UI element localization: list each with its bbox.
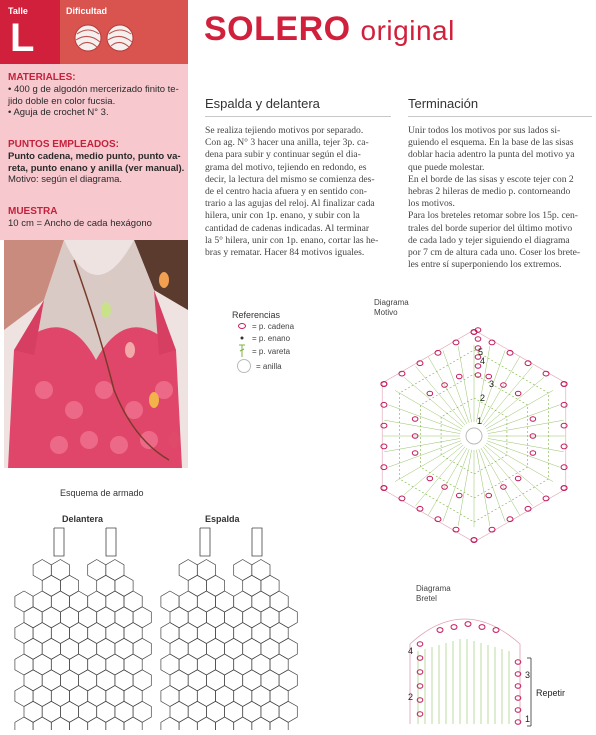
- hexagon-motif: [88, 591, 106, 612]
- hexagon-motif: [234, 686, 252, 707]
- strap-outline: [106, 528, 116, 556]
- chain-stitch: [561, 423, 567, 428]
- row-number: 2: [480, 393, 486, 403]
- referencias-title: Referencias: [232, 310, 281, 320]
- hexagon-motif: [124, 686, 142, 707]
- chain-stitch: [493, 628, 499, 633]
- text-line: trales del borde superior del último motivo: [408, 222, 573, 234]
- row-number: 3: [489, 379, 495, 389]
- hexagon-motif: [234, 591, 252, 612]
- hexagon-motif: [115, 575, 133, 596]
- hexagon-motif: [15, 623, 33, 644]
- row-number: 5: [478, 347, 484, 357]
- hexagon-motif: [51, 717, 69, 730]
- chain-stitch: [427, 391, 433, 395]
- hexagon-motif: [225, 670, 243, 691]
- hexagon-motif: [179, 686, 197, 707]
- divider: [205, 116, 391, 117]
- hexagon-grid: [15, 528, 151, 730]
- hexagon-motif: [70, 717, 88, 730]
- strap-stitch-lines: [410, 619, 520, 724]
- hexagon-motif: [51, 591, 69, 612]
- text-line: doblar hacia adentro la punta del motivo ya: [408, 149, 575, 161]
- text-line: Para los breteles retomar sobre los 15p. cen-: [408, 210, 578, 222]
- hexagon-motif: [115, 638, 133, 659]
- hexagon-motif: [88, 717, 106, 730]
- hexagon-motif: [188, 701, 206, 722]
- magic-ring-icon: [232, 358, 256, 374]
- hexagon-motif: [234, 623, 252, 644]
- chain-stitch: [530, 417, 536, 421]
- hexagon-motif: [270, 654, 288, 675]
- hexagon-motif: [24, 607, 42, 628]
- hexagon-motif: [60, 701, 78, 722]
- materiales-section: [8, 72, 184, 119]
- hexagon-motif: [188, 575, 206, 596]
- hexagon-motif: [170, 701, 188, 722]
- chain-stitch: [381, 465, 387, 470]
- text-line: hilera, unir con 1p. enano, y subir con la: [205, 210, 360, 222]
- hexagon-motif: [206, 607, 224, 628]
- legend-item: [232, 332, 362, 344]
- text-line: grama del motivo, tejiendo en redondo, es: [205, 161, 367, 173]
- materiales-line: • Aguja de crochet N° 3.: [8, 107, 109, 118]
- hexagon-motif: [42, 701, 60, 722]
- hexagon-motif: [33, 654, 51, 675]
- hexagon-motif: [206, 670, 224, 691]
- chain-stitch: [451, 625, 457, 630]
- hexagon-motif: [261, 638, 279, 659]
- hexagon-motif: [51, 686, 69, 707]
- hexagon-motif: [33, 623, 51, 644]
- terminacion-heading: Terminación: [408, 96, 479, 111]
- row-number: 2: [408, 692, 414, 702]
- legend-label: = p. cadena: [252, 321, 295, 331]
- hexagon-motif: [106, 591, 124, 612]
- hexagon-motif: [51, 654, 69, 675]
- puntos-line: reta, punto enano y anilla (ver manual).: [8, 162, 185, 174]
- hexagon-motif: [97, 575, 115, 596]
- chain-stitch: [465, 622, 471, 627]
- hexagon-motif: [106, 686, 124, 707]
- materiales-line: jido doble en color fucsia.: [8, 95, 116, 107]
- chain-stitch: [515, 391, 521, 395]
- chain-stitch: [381, 402, 387, 407]
- hexagon-motif: [188, 607, 206, 628]
- chain-stitch: [561, 465, 567, 470]
- hexagon-motif: [252, 717, 270, 730]
- chain-stitch: [561, 402, 567, 407]
- hexagon-motif: [79, 607, 97, 628]
- text-line: la 5° hilera, unir con 1p. enano, cortar las he-: [205, 234, 379, 246]
- hexagon-motif: [188, 670, 206, 691]
- hexagon-motif: [33, 591, 51, 612]
- hexagon-motif: [270, 717, 288, 730]
- hexagon-motif: [70, 623, 88, 644]
- hexagon-motif: [179, 623, 197, 644]
- text-line: hebras 2 hileras de medio p. contorneando: [408, 186, 571, 198]
- chain-stitch: [412, 417, 418, 421]
- hexagon-motif: [252, 686, 270, 707]
- text-line: Unir todos los motivos por sus lados si-: [408, 125, 561, 136]
- hexagon-motif: [15, 717, 33, 730]
- hexagon-motif: [88, 560, 106, 581]
- chain-stitch: [417, 642, 423, 646]
- puntos-line: Motivo: según el diagrama.: [8, 174, 123, 185]
- chain-stitch: [475, 337, 481, 341]
- hexagon-motif: [270, 591, 288, 612]
- legend-label: = p. vareta: [252, 346, 291, 356]
- row-number: 1: [477, 416, 483, 426]
- row-number: 4: [408, 646, 414, 656]
- hexagon-motif: [243, 701, 261, 722]
- puntos-section: [8, 139, 186, 186]
- hexagon-motif: [234, 654, 252, 675]
- hexagon-motif: [197, 560, 215, 581]
- hexagon-motif: [197, 654, 215, 675]
- hexagon-motif: [261, 670, 279, 691]
- text-line: guiendo el esquema. En la base de las sisas: [408, 137, 574, 149]
- muestra-text: 10 cm = Ancho de cada hexágono: [8, 218, 152, 229]
- front-assembly-schematic: [14, 526, 154, 730]
- chain-stitch: [515, 476, 521, 480]
- hexagon-motif: [243, 575, 261, 596]
- terminacion-body: [408, 125, 594, 271]
- chain-stitch: [456, 374, 462, 378]
- muestra-heading: MUESTRA: [8, 206, 58, 217]
- materiales-line: • 400 g de algodón mercerizado finito te-: [8, 84, 179, 95]
- hexagon-motif: [170, 670, 188, 691]
- title-main: SOLERO: [204, 10, 351, 48]
- hexagon-motif: [197, 623, 215, 644]
- legend-label: = anilla: [256, 361, 282, 371]
- repetir-label: Repetir: [536, 688, 566, 698]
- slip-stitch-icon: [232, 333, 252, 343]
- chain-stitch: [456, 493, 462, 497]
- text-line: bras y rematar. Hacer 84 motivos iguales.: [205, 247, 365, 259]
- hexagon-motif: [252, 591, 270, 612]
- bretel-title: Diagrama: [416, 584, 451, 593]
- page-title: [204, 10, 455, 49]
- chain-stitch-icon: [232, 321, 252, 331]
- hexagon-motif: [243, 607, 261, 628]
- hexagon-motif: [270, 623, 288, 644]
- chain-stitch: [479, 625, 485, 630]
- text-line: cantidad de cadenas indicadas. Al terminar: [205, 222, 370, 234]
- hexagon-motif: [161, 654, 179, 675]
- model-photo-illustration: [4, 240, 188, 468]
- strap-chain-stitches: [417, 622, 521, 725]
- hexagon-motif: [170, 638, 188, 659]
- hexagon-motif: [33, 686, 51, 707]
- strap-outline: [200, 528, 210, 556]
- hexagon-motif: [24, 638, 42, 659]
- hexagon-motif: [42, 607, 60, 628]
- hexagon-motif: [252, 623, 270, 644]
- hexagon-motif: [161, 686, 179, 707]
- hexagon-motif: [225, 638, 243, 659]
- hexagon-motif: [79, 638, 97, 659]
- hexagon-motif: [279, 607, 297, 628]
- hexagon-motif: [33, 717, 51, 730]
- esquema-title: Esquema de armado: [60, 488, 144, 498]
- hexagon-grid: [161, 528, 297, 730]
- treble-stitch-icon: [232, 344, 252, 358]
- hexagon-motif: [279, 670, 297, 691]
- hexagon-motif: [124, 654, 142, 675]
- legend-item: [232, 320, 362, 332]
- hexagon-motif: [279, 638, 297, 659]
- hexagon-motif: [124, 717, 142, 730]
- back-assembly-schematic: [160, 526, 300, 730]
- hexagon-motif: [42, 670, 60, 691]
- hexagon-motif: [97, 670, 115, 691]
- text-line: les entre sí superponiendo los extremos.: [408, 259, 562, 271]
- hexagon-motif: [197, 591, 215, 612]
- hexagon-motif: [161, 623, 179, 644]
- hexagon-motif: [279, 701, 297, 722]
- espalda-heading: Espalda y delantera: [205, 96, 320, 111]
- hexagon-motif: [106, 654, 124, 675]
- hexagon-motif: [60, 575, 78, 596]
- hexagon-motif: [60, 607, 78, 628]
- hexagon-motif: [133, 607, 151, 628]
- chain-stitch: [427, 476, 433, 480]
- hexagon-motif: [225, 607, 243, 628]
- hexagon-motif: [243, 670, 261, 691]
- hexagon-motif: [51, 623, 69, 644]
- hexagon-motif: [252, 654, 270, 675]
- hexagon-motif: [106, 717, 124, 730]
- strap-outline: [410, 619, 520, 724]
- hexagon-motif: [106, 623, 124, 644]
- hexagon-motif: [24, 670, 42, 691]
- hexagon-motif: [188, 638, 206, 659]
- materiales-heading: MATERIALES:: [8, 72, 76, 83]
- puntos-heading: PUNTOS EMPLEADOS:: [8, 139, 119, 150]
- text-line: los motivos.: [408, 198, 455, 210]
- size-letter: L: [10, 16, 35, 60]
- hexagon-motif: [252, 560, 270, 581]
- text-line: En el borde de las sisas y escote tejer con 2: [408, 173, 574, 185]
- muestra-section: [8, 206, 186, 230]
- center-ring: [466, 428, 482, 444]
- row-number: 1: [525, 714, 531, 724]
- hexagon-motif: [225, 701, 243, 722]
- hexagon-motif: [161, 717, 179, 730]
- hexagon-motif: [261, 607, 279, 628]
- text-line: trario a las agujas del reloj. Al finalizar cada: [205, 198, 375, 210]
- text-line: dena para subir y continuar según el dia-: [205, 149, 361, 161]
- hexagon-motif: [15, 591, 33, 612]
- yarn-ball-icon: [107, 25, 133, 51]
- chain-stitch: [437, 628, 443, 633]
- hexagon-motif: [206, 575, 224, 596]
- hexagon-motif: [133, 670, 151, 691]
- strap-outline: [54, 528, 64, 556]
- puntos-line: Punto cadena, medio punto, punto va-: [8, 151, 181, 162]
- hexagon-motif: [179, 717, 197, 730]
- hexagon-motif: [106, 560, 124, 581]
- chain-stitch: [561, 444, 567, 449]
- espalda-body: [205, 125, 395, 259]
- hexagon-motif: [42, 638, 60, 659]
- chain-stitch: [381, 444, 387, 449]
- hexagon-motif: [216, 591, 234, 612]
- model-photo: [4, 240, 188, 468]
- hexagon-motif: [133, 638, 151, 659]
- motivo-subtitle: Motivo: [374, 308, 398, 317]
- hexagon-motif: [234, 560, 252, 581]
- divider: [408, 116, 592, 117]
- row-number: 4: [480, 356, 486, 366]
- yarn-ball-icons: [70, 20, 140, 56]
- hexagon-motif: [60, 638, 78, 659]
- motif-diagram: [368, 318, 580, 552]
- hexagon-motif: [24, 701, 42, 722]
- hexagon-motif: [170, 607, 188, 628]
- hexagon-motif: [261, 701, 279, 722]
- hexagon-motif: [216, 717, 234, 730]
- talle-label: Talle: [8, 6, 28, 16]
- hexagon-motif: [79, 670, 97, 691]
- hexagon-motif: [97, 607, 115, 628]
- chain-stitch: [486, 493, 492, 497]
- hexagon-motif: [124, 591, 142, 612]
- chain-stitch: [530, 451, 536, 455]
- legend-item: [232, 358, 362, 374]
- bretel-subtitle: Bretel: [416, 594, 437, 603]
- hexagon-motif: [15, 654, 33, 675]
- hexagon-motif: [206, 701, 224, 722]
- hexagon-motif: [270, 686, 288, 707]
- hexagon-motif: [70, 686, 88, 707]
- hexagon-motif: [216, 623, 234, 644]
- legend-label: = p. enano: [252, 333, 291, 343]
- hexagon-motif: [261, 575, 279, 596]
- hexagon-motif: [51, 560, 69, 581]
- hexagon-motif: [197, 686, 215, 707]
- hexagon-motif: [115, 701, 133, 722]
- legend-item: [232, 344, 362, 358]
- hexagon-motif: [70, 654, 88, 675]
- text-line: de el centro hacia afuera y en sentido con-: [205, 186, 367, 198]
- hexagon-motif: [88, 654, 106, 675]
- hexagon-motif: [179, 591, 197, 612]
- hexagon-motif: [115, 670, 133, 691]
- text-line: de cada lado y tejer siguiendo el diagrama: [408, 234, 570, 246]
- referencias-legend: [232, 310, 362, 374]
- hexagon-motif: [97, 638, 115, 659]
- hexagon-motif: [197, 717, 215, 730]
- row-number: 3: [525, 670, 531, 680]
- hexagon-motif: [161, 591, 179, 612]
- hexagon-motif: [79, 701, 97, 722]
- hexagon-motif: [124, 623, 142, 644]
- delantera-label: Delantera: [62, 514, 104, 524]
- hexagon-motif: [179, 654, 197, 675]
- motif-stitch-lines: [382, 330, 566, 542]
- hexagon-motif: [60, 670, 78, 691]
- strap-outline: [252, 528, 262, 556]
- hexagon-motif: [88, 623, 106, 644]
- hexagon-motif: [33, 560, 51, 581]
- hexagon-motif: [133, 701, 151, 722]
- hexagon-motif: [216, 686, 234, 707]
- hexagon-motif: [243, 638, 261, 659]
- strap-diagram: [400, 604, 580, 732]
- hexagon-motif: [115, 607, 133, 628]
- dificultad-label: Dificultad: [66, 6, 108, 16]
- hexagon-motif: [42, 575, 60, 596]
- text-line: decir, la lectura del mismo se comienza des-: [205, 173, 375, 185]
- hexagon-motif: [234, 717, 252, 730]
- hexagon-motif: [179, 560, 197, 581]
- text-line: por 7 cm de altura cada uno. Coser los brete-: [408, 247, 581, 259]
- text-line: Con ag. N° 3 hacer una anilla, tejer 3p. ca-: [205, 137, 369, 149]
- title-sub: original: [360, 15, 455, 46]
- hexagon-motif: [70, 591, 88, 612]
- chain-stitch: [381, 423, 387, 428]
- text-line: que puede molestar.: [408, 161, 485, 173]
- hexagon-motif: [15, 686, 33, 707]
- chain-stitch: [412, 451, 418, 455]
- text-line: Se realiza tejiendo motivos por separado.: [205, 125, 364, 136]
- hexagon-motif: [97, 701, 115, 722]
- espalda-label: Espalda: [205, 514, 240, 524]
- motivo-title: Diagrama: [374, 298, 409, 307]
- hexagon-motif: [206, 638, 224, 659]
- hexagon-motif: [216, 654, 234, 675]
- yarn-ball-icon: [75, 25, 101, 51]
- hexagon-motif: [88, 686, 106, 707]
